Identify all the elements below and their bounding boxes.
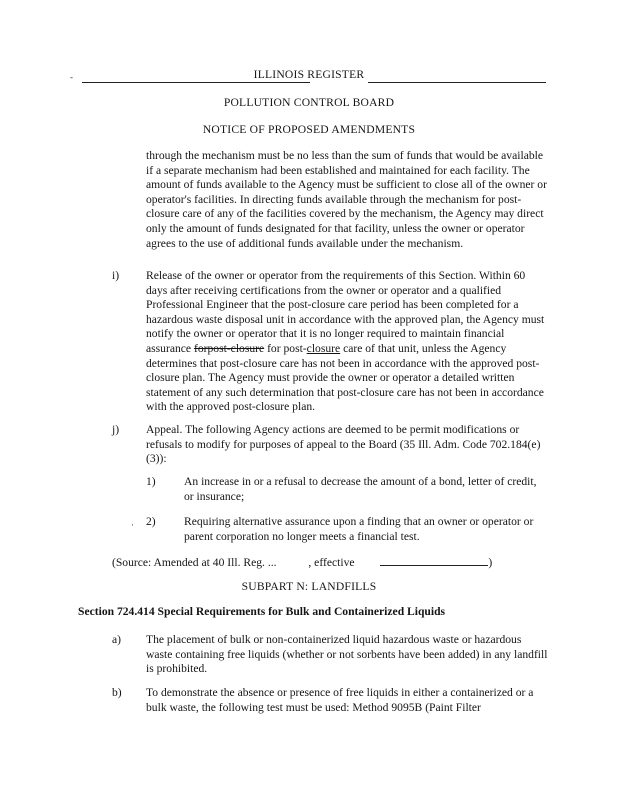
item-i-underlined-text: closure (306, 341, 341, 355)
effective-date-blank (380, 555, 488, 566)
sub-item-2-text: Requiring alternative assurance upon a finding that an owner or operator or parent corporation no longer meets a financial test. (184, 515, 534, 543)
section-title: Section 724.414 Special Requirements for Bulk and Containerized Liquids (78, 605, 446, 618)
sub-item-1-text: An increase in or a refusal to decrease the amount of a bond, letter of credit, or insurance; (184, 475, 537, 503)
source-suffix: ) (488, 556, 493, 569)
continued-paragraph: through the mechanism must be no less than the sum of funds that would be available if a separate mechanism had been established and maintained for each facility. The amount of funds available to the Agency must be sufficient to close all of the owner or operator's facilities. In directing funds available through the mechanism for post-closure care of any of the facilities covered by the mechanism, the Agency may direct only the amount of funds designated for that facility, unless the owner or operator agrees to the use of additional funds available under the mechanism. (146, 149, 547, 250)
item-i-text-mid: for post- (267, 341, 307, 355)
section-item-a-text: The placement of bulk or non-containerized liquid hazardous waste or hazardous waste containing free liquids (whether or not sorbents have been added) in any landfill is prohibited. (146, 633, 548, 676)
sub-item-2-label: 2) (146, 515, 156, 528)
source-prefix: (Source: Amended at 40 Ill. Reg. (112, 556, 265, 569)
source-dots: ... (267, 556, 277, 569)
section-item-a-label: a) (112, 633, 122, 646)
source-note (112, 555, 552, 571)
item-i-text-after: care of that unit, unless the Agency determines that post-closure care has not been in accordance with the approved post-closure plan. The Agency must provide the owner or operator a detailed written statement of any such determination that post-closure care has not been in accordance with the approved post-closure plan. (146, 341, 544, 414)
section-item-b-text: To demonstrate the absence or presence of free liquids in either a containerized or a bulk waste, the following test must be used: Method 9095B (Paint Filter (146, 686, 534, 714)
section-item-b-label: b) (112, 686, 122, 699)
register-title: ILLINOIS REGISTER (253, 68, 365, 81)
margin-dash: - (70, 72, 73, 82)
item-i-text (146, 269, 548, 415)
item-i-text-before: Release of the owner or operator from the requirements of this Section. Within 60 days after receiving certifications from the owner or operator and a qualified Professional Engineer that the post-closure care period has been completed for a hazardous waste disposal unit in accordance with the approved plan, the Agency must notify the owner or operator that it is no longer required to maintain financial assurance (146, 269, 545, 355)
source-effective: , effective (308, 556, 355, 569)
item-i-struck-text: forpost-closure (193, 341, 265, 355)
subpart-title: SUBPART N: LANDFILLS (241, 580, 377, 593)
item-j-text: Appeal. The following Agency actions are deemed to be permit modifications or refusals to modify for purposes of appeal to the Board (35 Ill. Adm. Code 702.184(e)(3)): (146, 423, 541, 466)
item-j-label: j) (112, 423, 120, 436)
sub-item-1-label: 1) (146, 475, 156, 488)
notice-title: NOTICE OF PROPOSED AMENDMENTS (202, 123, 416, 136)
margin-tick: · (131, 520, 134, 530)
board-title: POLLUTION CONTROL BOARD (223, 96, 395, 109)
item-i-label: i) (112, 269, 120, 282)
